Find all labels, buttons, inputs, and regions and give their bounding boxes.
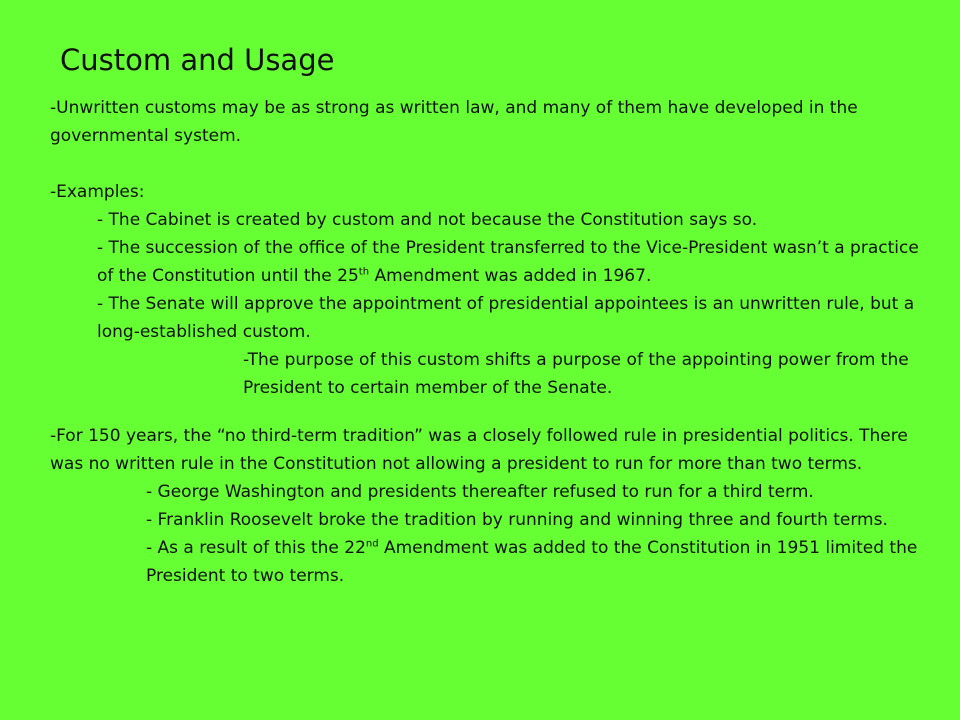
amendment22-text-end: Amendment was added to the Constitution in 1951 limited the President to two terms. bbox=[146, 538, 918, 586]
succession-ordinal: th bbox=[358, 266, 370, 278]
succession-text: - The succession of the office of the President transferred to the Vice-President wasn’t a practice of the Constitution until the 25 bbox=[97, 238, 919, 286]
third-term-paragraph: -For 150 years, the “no third-term tradition” was a closely followed rule in presidential politics. There was no written rule in the Constitution not allowing a president to run for more than two terms. bbox=[50, 426, 908, 474]
amendment22-ordinal: nd bbox=[365, 538, 379, 550]
amendment22-item bbox=[50, 534, 940, 590]
examples-heading: -Examples: bbox=[50, 182, 145, 202]
spacer bbox=[50, 402, 940, 422]
amendment22-text: - As a result of this the 22 bbox=[146, 538, 366, 558]
senate-purpose: -The purpose of this custom shifts a purpose of the appointing power from the President to certain member of the Senate. bbox=[243, 350, 909, 398]
intro-paragraph: -Unwritten customs may be as strong as written law, and many of them have developed in the governmental system. bbox=[50, 98, 858, 146]
slide-body bbox=[50, 94, 940, 590]
example-cabinet: - The Cabinet is created by custom and not because the Constitution says so. bbox=[97, 210, 758, 230]
example-succession bbox=[50, 234, 940, 290]
example-senate: - The Senate will approve the appointment of presidential appointees is an unwritten rule, but a long-established custom. bbox=[97, 294, 915, 342]
washington-item: - George Washington and presidents thereafter refused to run for a third term. bbox=[146, 482, 814, 502]
roosevelt-item: - Franklin Roosevelt broke the tradition by running and winning three and fourth terms. bbox=[146, 510, 888, 530]
succession-text-end: Amendment was added in 1967. bbox=[369, 266, 652, 286]
spacer bbox=[50, 150, 940, 178]
slide-title: Custom and Usage bbox=[60, 43, 335, 77]
